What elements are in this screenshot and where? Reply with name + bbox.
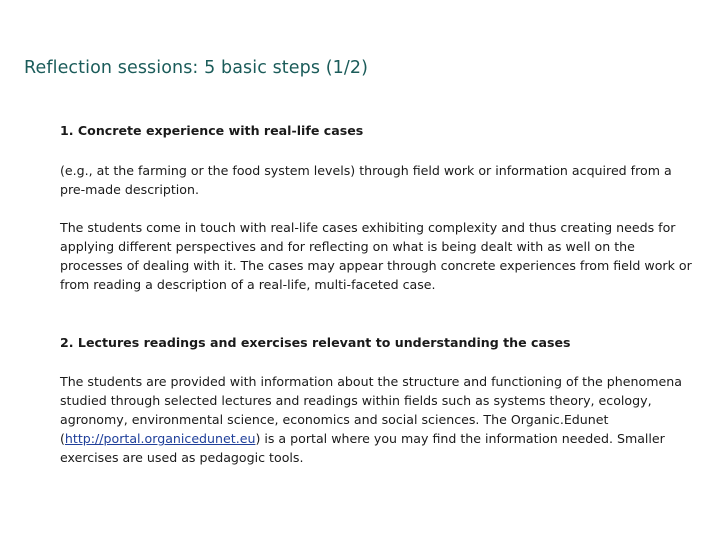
section-1-paragraph-1: (e.g., at the farming or the food system levels) through field work or information acquired from a pre-made description. [60, 163, 672, 197]
section-2-paragraph-1 [60, 372, 696, 467]
section-1-paragraph-2: The students come in touch with real-life cases exhibiting complexity and thus creating needs for applying different perspectives and for reflecting on what is being dealt with as well on the processes of dealing with it. The cases may appear through concrete experiences from field work or from reading a description of a real-life, multi-faceted case. [60, 220, 692, 292]
section-2-text-part-2: ) is a portal where you may find the information needed. Smaller exercises are used as pedagogic tools. [60, 431, 665, 465]
organic-edunet-link[interactable]: http://portal.organicedunet.eu [64, 431, 256, 446]
slide-title: Reflection sessions: 5 basic steps (1/2) [24, 58, 369, 78]
section-1-heading: 1. Concrete experience with real-life cases [60, 123, 364, 138]
section-2-text-part-1: The students are provided with information about the structure and functioning of the phenomena studied through selected lectures and readings within fields such as systems theory, ecology, agronomy, environmental science, economics and social sciences. The Organic.Edunet ( [60, 374, 682, 446]
section-2-heading: 2. Lectures readings and exercises relevant to understanding the cases [60, 335, 571, 350]
